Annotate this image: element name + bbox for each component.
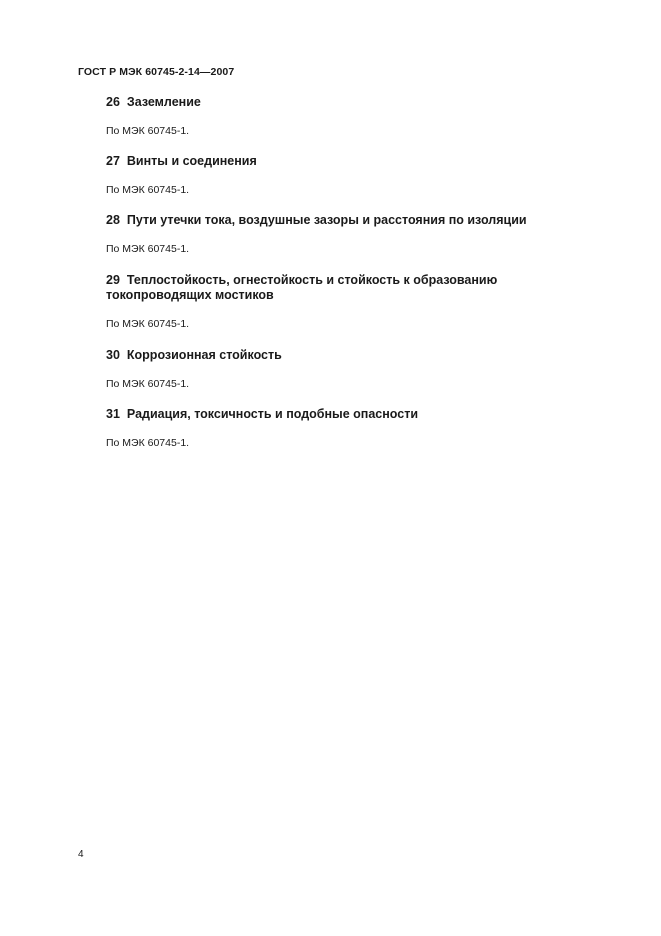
section-number: 27 <box>106 154 120 168</box>
section-title-text: Пути утечки тока, воздушные зазоры и расстояния по изоляции <box>126 213 527 227</box>
section-number: 26 <box>106 95 120 109</box>
section-title <box>106 95 576 110</box>
section-title-text: Радиация, токсичность и подобные опасности <box>126 407 419 421</box>
section-26 <box>106 95 576 138</box>
section-body: По МЭК 60745-1. <box>106 184 190 196</box>
section-title-text: Теплостойкость, огнестойкость и стойкость к образованию токопроводящих мостиков <box>106 273 498 302</box>
section-body: По МЭК 60745-1. <box>106 437 190 449</box>
section-title <box>106 154 576 169</box>
section-title-text: Винты и соединения <box>126 154 257 168</box>
section-title <box>106 348 576 363</box>
document-header-code: ГОСТ Р МЭК 60745-2-14—2007 <box>78 66 235 78</box>
section-29 <box>106 273 576 331</box>
page-number: 4 <box>78 849 84 860</box>
section-title-text: Коррозионная стойкость <box>126 348 282 362</box>
section-body: По МЭК 60745-1. <box>106 378 190 390</box>
section-31 <box>106 407 576 450</box>
section-title-text: Заземление <box>126 95 201 109</box>
section-28 <box>106 213 576 256</box>
section-title <box>106 273 576 303</box>
section-body: По МЭК 60745-1. <box>106 125 190 137</box>
section-title <box>106 407 576 422</box>
section-number: 29 <box>106 273 120 287</box>
section-30 <box>106 348 576 391</box>
section-27 <box>106 154 576 197</box>
section-number: 30 <box>106 348 120 362</box>
section-body: По МЭК 60745-1. <box>106 318 190 330</box>
section-number: 31 <box>106 407 120 421</box>
section-body: По МЭК 60745-1. <box>106 243 190 255</box>
section-number: 28 <box>106 213 120 227</box>
section-title <box>106 213 576 228</box>
